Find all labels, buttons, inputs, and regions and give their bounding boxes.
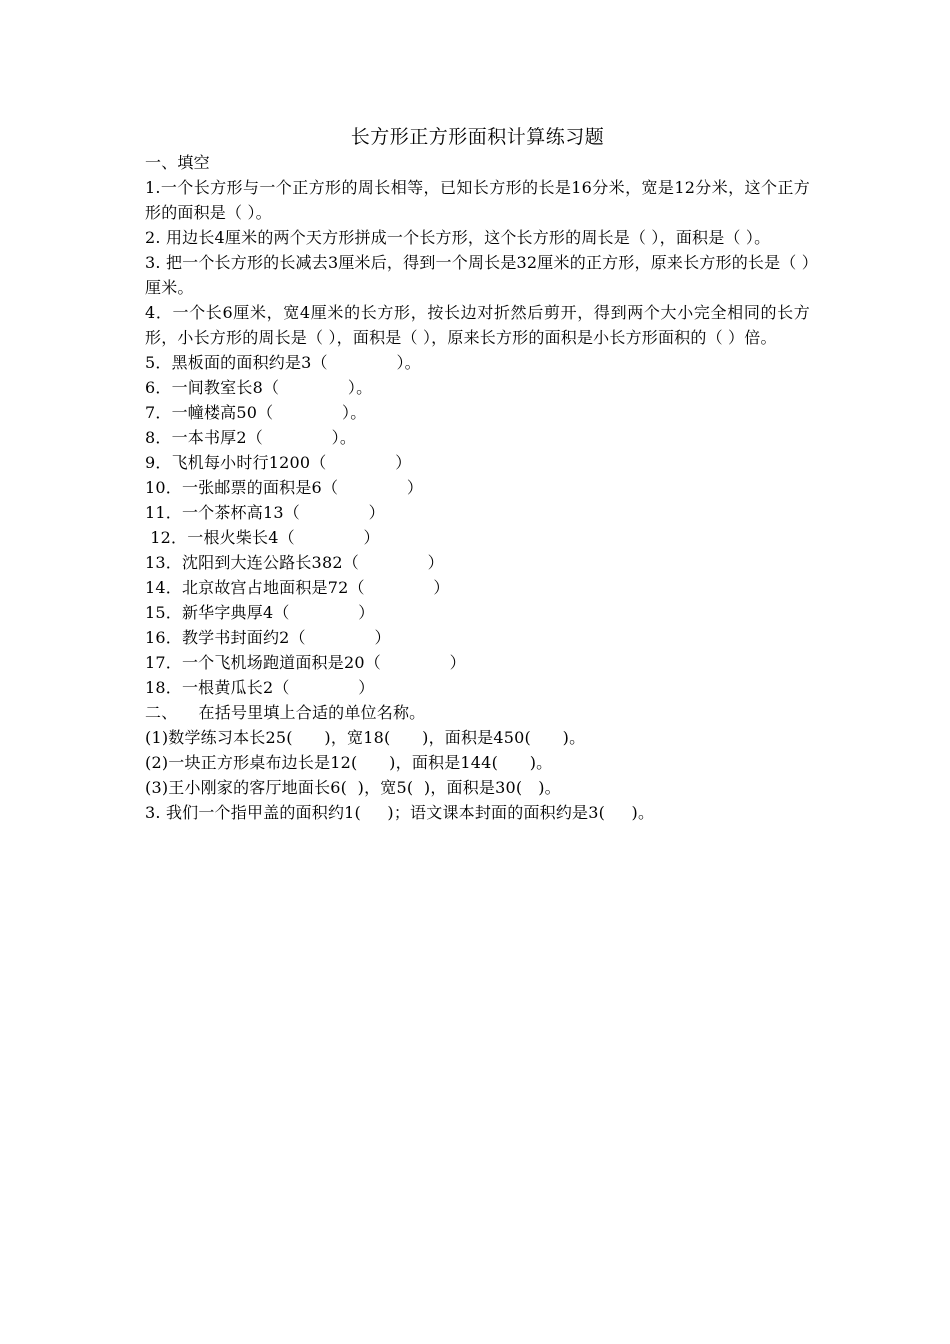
question-16: 16．教学书封面约2（ ）	[145, 628, 391, 647]
question-3: 3. 把一个长方形的长减去3厘米后，得到一个周长是32厘米的正方形，原来长方形的长是（ ）厘米。	[145, 253, 810, 297]
question-4: 4．一个长6厘米，宽4厘米的长方形，按长边对折然后剪开，得到两个大小完全相同的长方形，小长方形的周长是（ ），面积是（ ），原来长方形的面积是小长方形面积的（ ）倍。	[145, 303, 810, 347]
question-13: 13．沈阳到大连公路长382（ ）	[145, 553, 444, 572]
question-18: 18．一根黄瓜长2（ ）	[145, 678, 375, 697]
section-heading-fill-in: 一、填空	[145, 153, 210, 172]
units-item-3: (3)王小刚家的客厅地面长6( )，宽5( )，面积是30( )。	[145, 778, 561, 797]
question-12: 12．一根火柴长4（ ）	[145, 528, 380, 547]
question-9: 9．飞机每小时行1200（ ）	[145, 453, 412, 472]
question-6: 6．一间教室长8（ ）。	[145, 378, 373, 397]
section-heading-units: 二、 在括号里填上合适的单位名称。	[145, 703, 426, 722]
document-content	[145, 124, 810, 825]
question-15: 15．新华字典厚4（ ）	[145, 603, 375, 622]
units-item-1: (1)数学练习本长25( )，宽18( )，面积是450( )。	[145, 728, 586, 747]
question-10: 10．一张邮票的面积是6（ ）	[145, 478, 424, 497]
question-8: 8．一本书厚2（ ）。	[145, 428, 357, 447]
units-item-4: 3. 我们一个指甲盖的面积约1( )；语文课本封面的面积约是3( )。	[145, 803, 655, 822]
question-17: 17．一个飞机场跑道面积是20（ ）	[145, 653, 466, 672]
units-item-2: (2)一块正方形桌布边长是12( )，面积是144( )。	[145, 753, 553, 772]
question-1: 1.一个长方形与一个正方形的周长相等，已知长方形的长是16分米，宽是12分米，这个正方形的面积是（ ）。	[145, 178, 810, 222]
question-2: 2. 用边长4厘米的两个天方形拼成一个长方形，这个长方形的周长是（ ），面积是（ ）。	[145, 228, 771, 247]
question-7: 7．一幢楼高50（ ）。	[145, 403, 367, 422]
question-11: 11．一个茶杯高13（ ）	[145, 503, 385, 522]
page-title: 长方形正方形面积计算练习题	[350, 126, 605, 148]
question-5: 5．黑板面的面积约是3（ ）。	[145, 353, 421, 372]
question-14: 14．北京故宫占地面积是72（ ）	[145, 578, 450, 597]
